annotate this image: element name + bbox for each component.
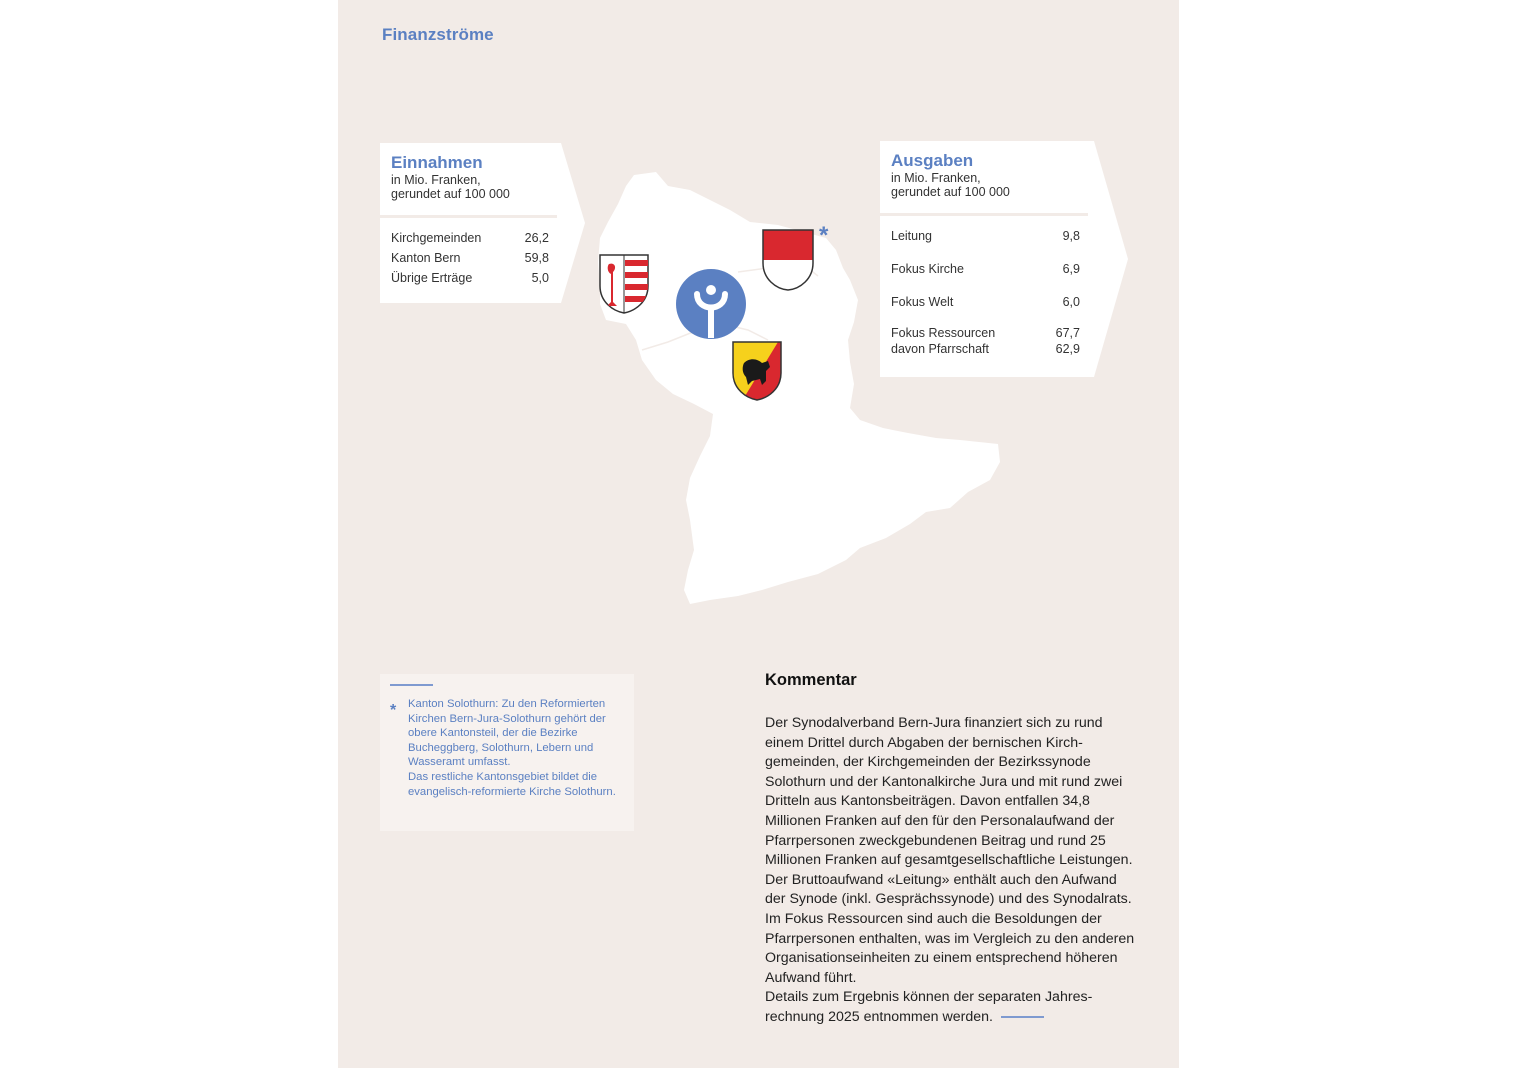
solothurn-coat-of-arms-icon (762, 229, 814, 291)
row-value: 59,8 (524, 251, 549, 265)
einnahmen-header (380, 143, 557, 215)
church-logo-icon (675, 268, 747, 340)
row-value: 26,2 (524, 231, 549, 245)
einnahmen-subtitle-2: gerundet auf 100 000 (391, 187, 510, 201)
row-value: 5,0 (531, 271, 549, 285)
ausgaben-subtitle-1: in Mio. Franken, (891, 171, 981, 185)
end-rule (1001, 1016, 1044, 1018)
row-label: Fokus Welt (891, 295, 954, 309)
einnahmen-title: Einnahmen (391, 153, 483, 172)
ausgaben-panel (880, 141, 1088, 377)
row-value: 6,9 (1062, 262, 1080, 276)
row-label: Fokus Ressourcen (891, 326, 996, 340)
report-page (338, 0, 1179, 1068)
einnahmen-list (380, 218, 557, 303)
einnahmen-row (391, 228, 549, 248)
page-title: Finanzströme (382, 25, 494, 44)
row-label: davon Pfarrschaft (891, 342, 989, 356)
ausgaben-list (880, 216, 1088, 377)
bern-coat-of-arms-icon (732, 341, 782, 401)
kommentar-paragraph-2 (765, 988, 1137, 1027)
ausgaben-header (880, 141, 1088, 213)
kommentar-paragraph-text: Details zum Ergebnis können der separaten Jahresrechnung 2025 entnommen werden. (765, 989, 1093, 1025)
jura-coat-of-arms-icon (599, 254, 649, 314)
row-value: 67,7 (1055, 326, 1080, 340)
footnote-box (380, 674, 634, 831)
solothurn-star-marker: * (819, 222, 829, 249)
ausgaben-row (891, 341, 1080, 357)
ausgaben-row (891, 226, 1080, 246)
kommentar-paragraph: Der Synodalverband Bern-Jura finanziert sich zu rund einem Drittel durch Abgaben der bernischen Kirchgemeinden, der Kirchgemeinden der Bezirkssynode Solothurn und der Kantonalkirche Jura und mit rund zwei Dritteln aus Kantonsbeiträgen. Davon entfallen 34,8 Millionen Franken auf den für den Personalaufwand der Pfarrpersonen zweckgebundenen Beitrag und rund 25 Millionen Franken auf gesamtgesellschaftliche Leistungen. Der Bruttoaufwand «Leitung» enthält auch den Aufwand der Synode (inkl. Gesprächssynode) und des Synodalrats. Im Fokus Ressourcen sind auch die Besoldungen der Pfarrpersonen enthalten, was im Vergleich zu den anderen Organisationseinheiten zu einem entsprechend höheren Aufwand führt. (765, 715, 1135, 986)
kommentar-heading: Kommentar (765, 671, 857, 689)
ausgaben-title: Ausgaben (891, 151, 974, 170)
einnahmen-arrow (557, 143, 585, 303)
row-label: Kanton Bern (391, 251, 461, 265)
footnote-star: * (390, 702, 397, 719)
row-value: 62,9 (1055, 342, 1080, 356)
footnote-rule (390, 684, 433, 686)
ausgaben-row (891, 325, 1080, 341)
einnahmen-row (391, 268, 549, 288)
einnahmen-row (391, 248, 549, 268)
row-value: 6,0 (1062, 295, 1080, 309)
einnahmen-subtitle-1: in Mio. Franken, (391, 173, 481, 187)
ausgaben-arrow (1088, 141, 1130, 377)
footnote-text: Kanton Solothurn: Zu den Reformierten Kirchen Bern-Jura-Solothurn gehört der obere Kantonsteil, der die Bezirke Bucheggberg, Solothurn, Lebern und Wasseramt umfasst. (408, 698, 606, 769)
row-label: Kirchgemeinden (391, 231, 482, 245)
ausgaben-row (891, 292, 1080, 312)
ausgaben-row (891, 259, 1080, 279)
einnahmen-panel (380, 143, 557, 303)
row-label: Leitung (891, 229, 933, 243)
row-label: Fokus Kirche (891, 262, 964, 276)
row-label: Übrige Erträge (391, 271, 473, 285)
kommentar-text (765, 714, 1137, 1028)
row-value: 9,8 (1062, 229, 1080, 243)
footnote-text-2: Das restliche Kantonsgebiet bildet die evangelisch-reformierte Kirche Solothurn. (408, 770, 616, 798)
ausgaben-subtitle-2: gerundet auf 100 000 (891, 185, 1010, 199)
